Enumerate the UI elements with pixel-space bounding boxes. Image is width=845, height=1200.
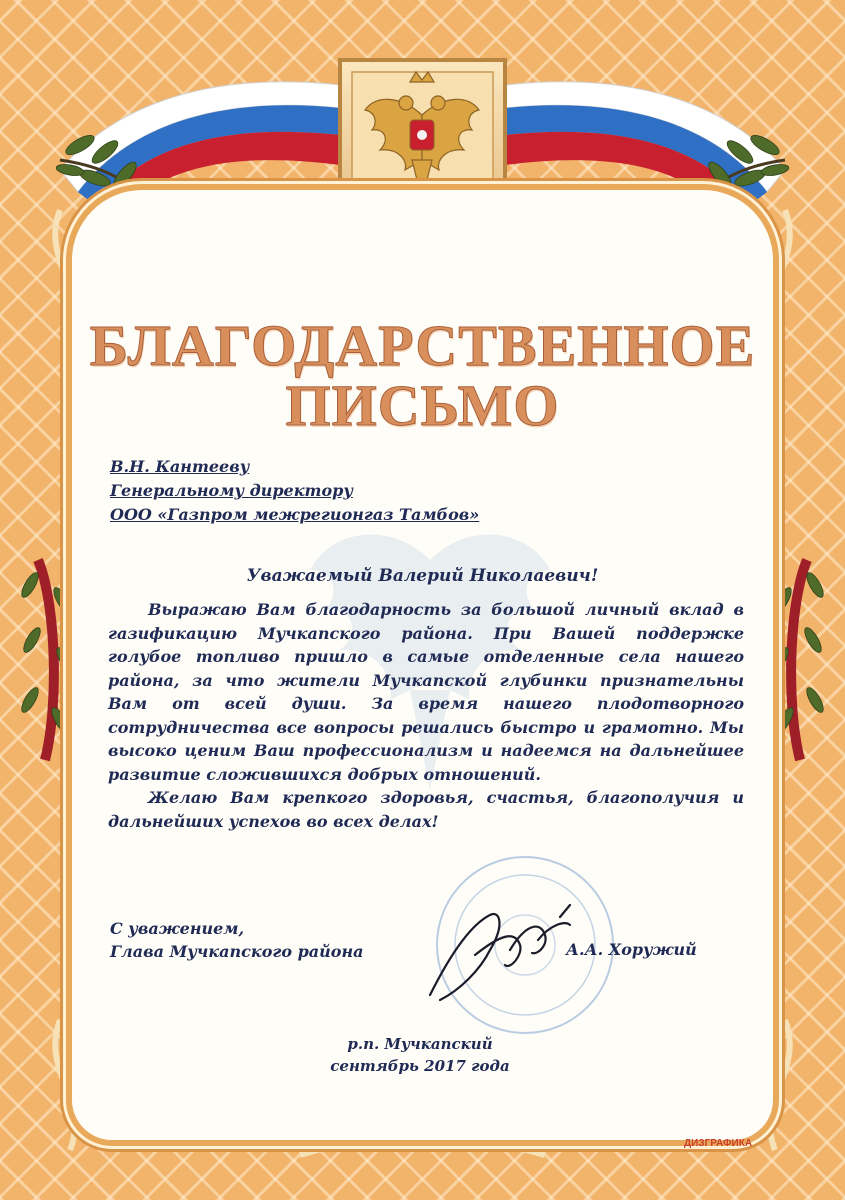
signature-icon: [420, 895, 590, 1005]
closing-block: [110, 917, 364, 963]
closing-regards: С уважением,: [110, 919, 245, 938]
date: сентябрь 2017 года: [330, 1057, 510, 1075]
place: р.п. Мучкапский: [347, 1035, 493, 1053]
greeting: Уважаемый Валерий Николаевич!: [246, 566, 599, 586]
laurel-branch-icon: [19, 560, 77, 760]
body-paragraph: Желаю Вам крепкого здоровья, счастья, благополучия и дальнейших успехов во всех делах!: [108, 788, 744, 831]
publisher-logo: ДИЗГРАФИКА: [684, 1138, 753, 1149]
recipient-position: Генеральному директору: [110, 481, 353, 500]
letter-body: [108, 598, 744, 833]
title-line-2: ПИСЬМО: [285, 373, 560, 438]
body-paragraph: Выражаю Вам благодарность за большой личный вклад в газификацию Мучкапского района. При Вашей поддержке голубое топливо пришло в самые отделенные села нашего района, за что жители Мучкапской глубинки признательны Вам от всей души. За время нашего плодотворного сотрудничества все вопросы решались быстро и грамотно. Мы высоко ценим Ваш профессионализм и надеемся на дальнейшее развитие сложившихся добрых отношений.: [108, 600, 744, 784]
recipient-name: В.Н. Кантееву: [110, 457, 250, 476]
title-line-1: БЛАГОДАРСТВЕННОЕ: [89, 313, 756, 378]
recipient-block: [110, 455, 479, 527]
signer-title: Глава Мучкапского района: [110, 942, 364, 961]
laurel-branch-icon: [769, 560, 827, 760]
place-date: [300, 1033, 540, 1077]
recipient-company: ООО «Газпром межрегионгаз Тамбов»: [110, 505, 480, 524]
signer-name: А.А. Хоружий: [566, 940, 697, 959]
